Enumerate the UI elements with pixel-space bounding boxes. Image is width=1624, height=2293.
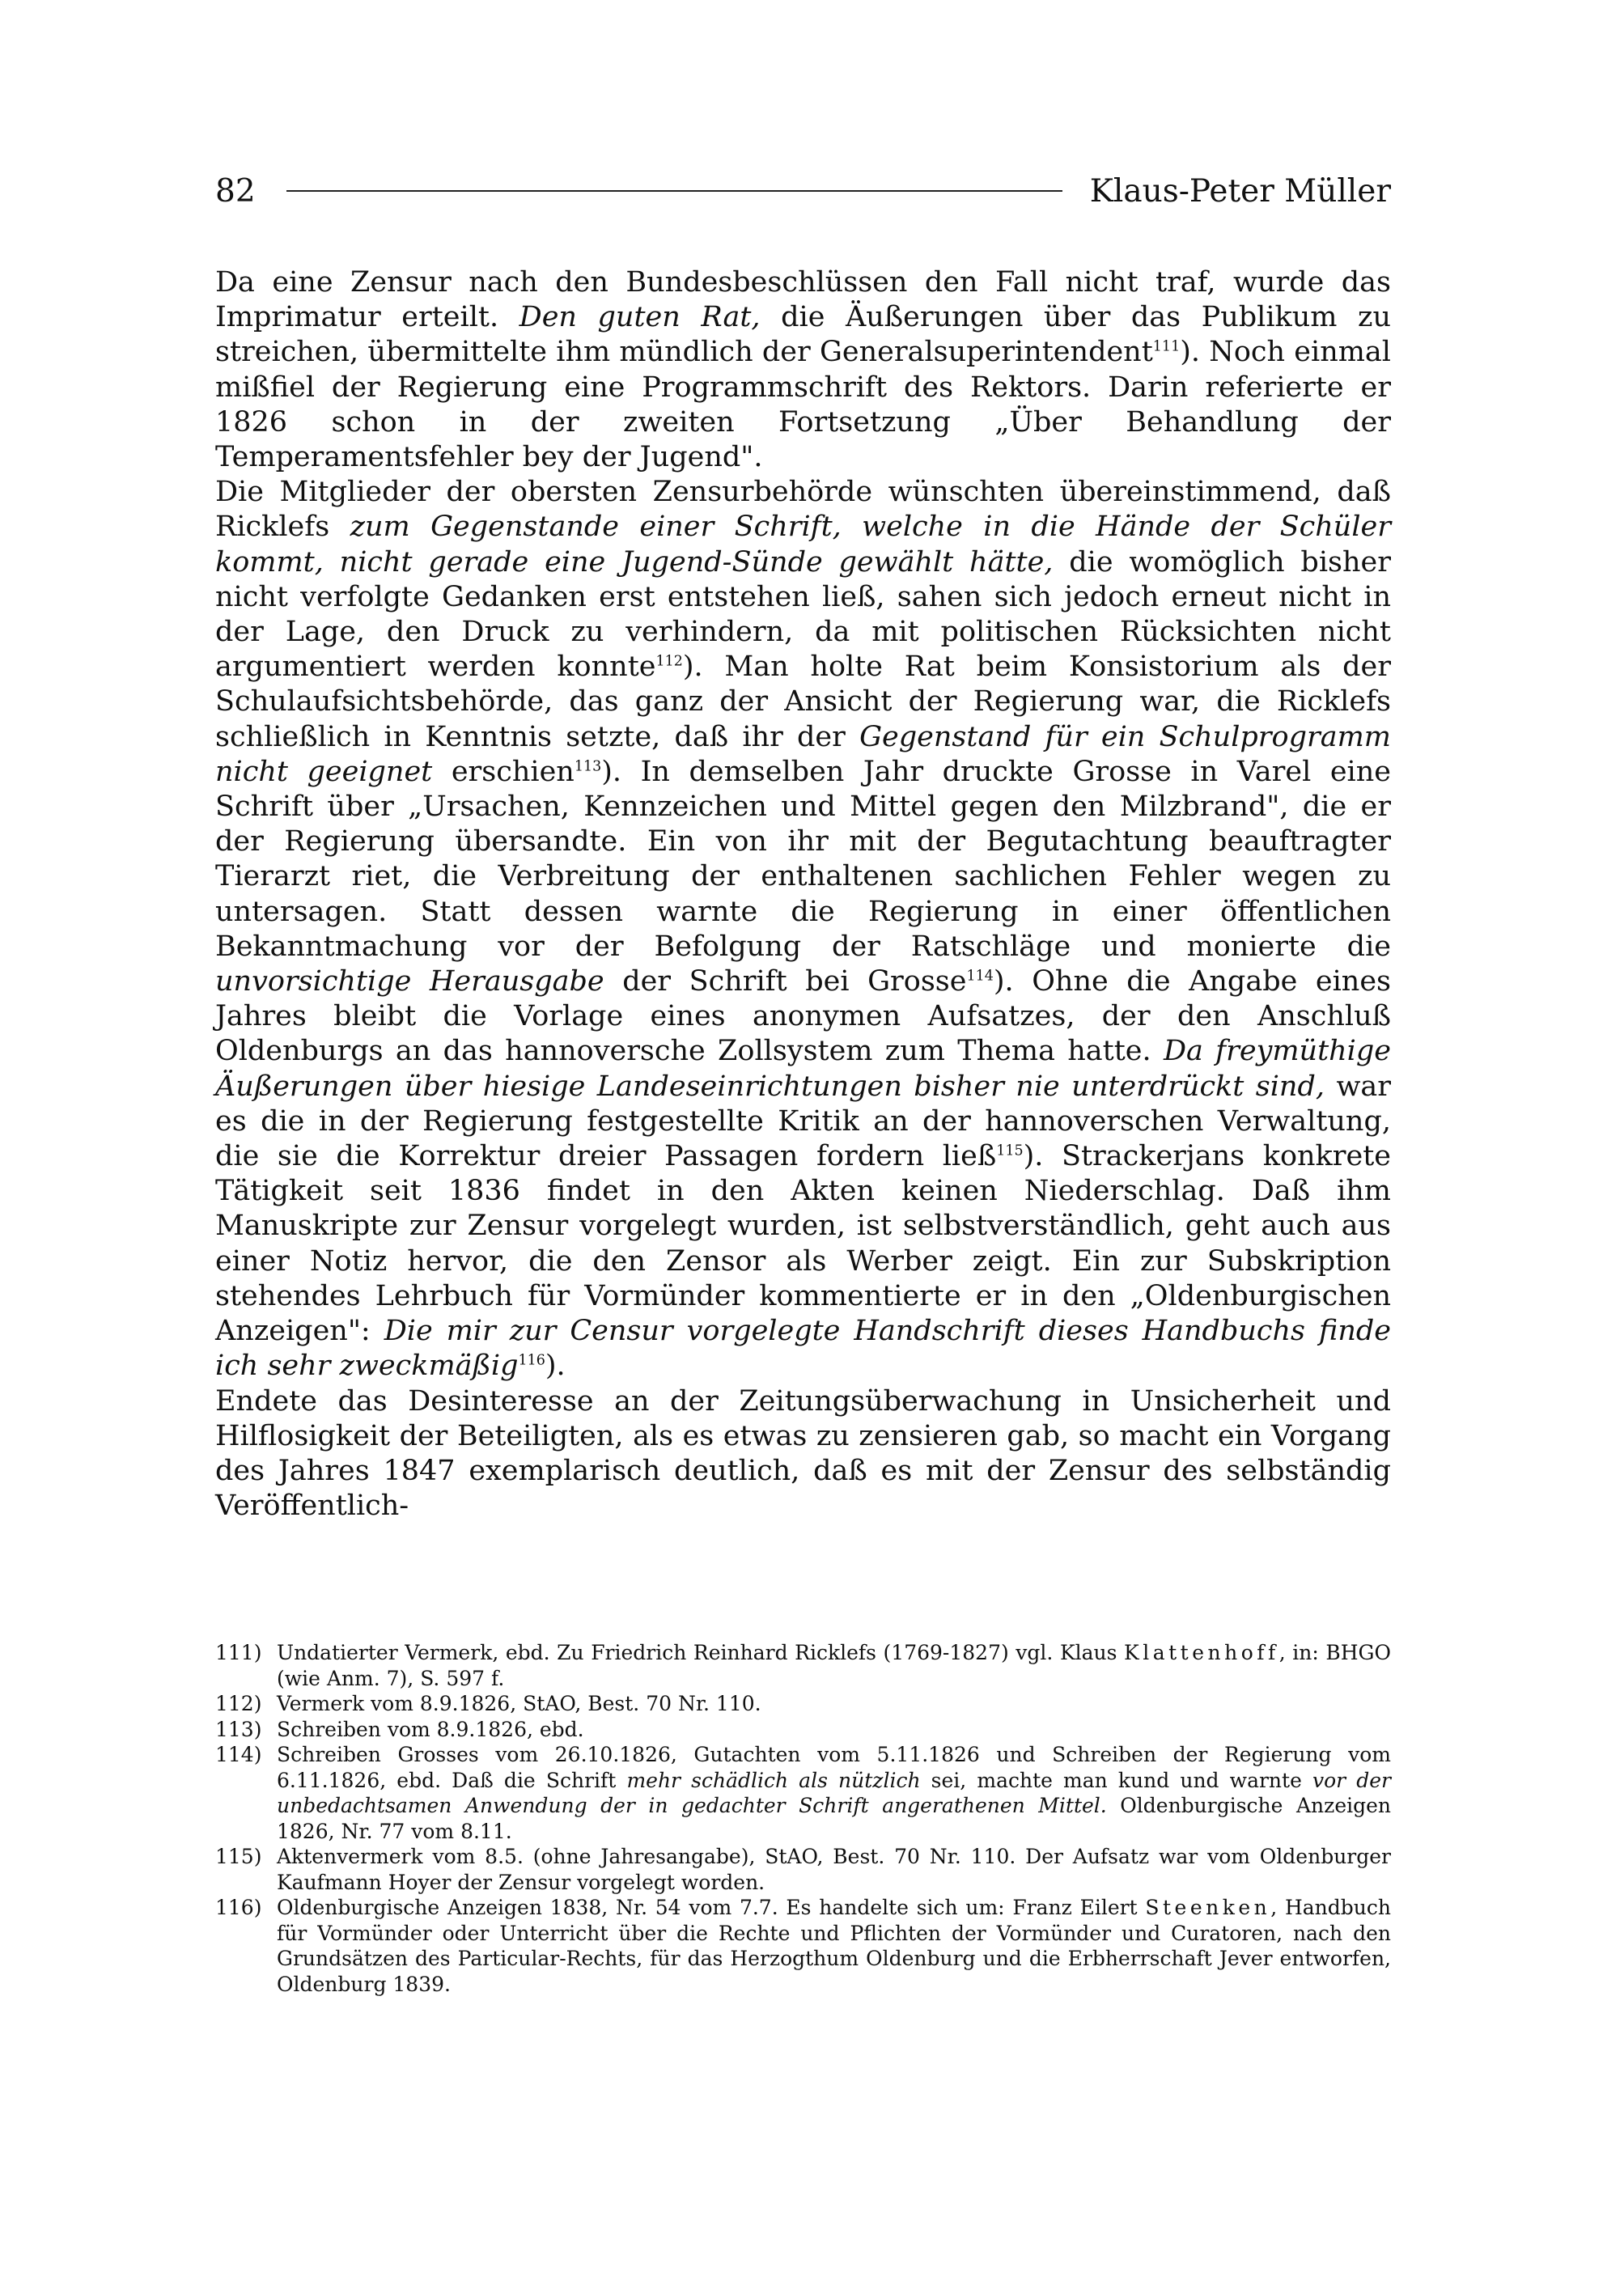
footnote-ref-112[interactable]: 112	[655, 653, 683, 670]
footnote-number: 112)	[215, 1692, 262, 1715]
footnote-number: 113)	[215, 1717, 262, 1741]
footnote-111	[215, 1640, 1391, 1691]
header-rule	[286, 190, 1062, 192]
footnote-116	[215, 1895, 1391, 1997]
spaced-author-name: Klattenhoff	[1124, 1641, 1279, 1664]
paragraph-3: Endete das Desinteresse an der Zeitungsüberwachung in Unsicherheit und Hilflosigkeit der Beteiligten, als es etwas zu zensieren gab, so macht ein Vorgang des Jahres 1847 exemplarisch deutlich, daß es mit der Zensur des selbständig Veröffentlich-	[215, 1384, 1391, 1523]
footnote-ref-115[interactable]: 115	[996, 1142, 1024, 1159]
footnote-number: 115)	[215, 1845, 262, 1868]
italic-quote: Den guten Rat,	[519, 301, 761, 334]
footnote-text: Undatierter Vermerk, ebd. Zu Friedrich Reinhard Ricklefs (1769-1827) vgl. Klaus Klattenhoff, in: BHGO (wie Anm. 7), S. 597 f.	[277, 1641, 1392, 1690]
italic-quote: Die mir zur Censur vorgelegte Handschrift dieses Handbuchs finde ich sehr zweckmäßig	[215, 1315, 1391, 1383]
footnote-114	[215, 1742, 1391, 1844]
footnote-113	[215, 1717, 1391, 1743]
footnote-text: Vermerk vom 8.9.1826, StAO, Best. 70 Nr. 110.	[277, 1692, 761, 1715]
footnote-text: Schreiben Grosses vom 26.10.1826, Gutachten vom 5.11.1826 und Schreiben der Regierung vom 6.11.1826, ebd. Daß die Schrift mehr schädlich als nützlich sei, machte man kund und warnte vor der unbedachtsamen Anwendung der in gedachter Schrift angerathenen Mittel. Oldenburgische Anzeigen 1826, Nr. 77 vom 8.11.	[277, 1743, 1392, 1843]
footnote-ref-113[interactable]: 113	[574, 758, 602, 775]
body-text	[215, 265, 1391, 1524]
paragraph-2: Die Mitglieder der obersten Zensurbehörde wünschten übereinstimmend, daß Ricklefs zum Gegenstande einer Schrift, welche in die Hände der Schüler kommt, nicht gerade eine Jugend-Sünde gewählt hätte, die womöglich bisher nicht verfolgte Gedanken erst entstehen ließ, sahen sich jedoch erneut nicht in der Lage, den Druck zu verhindern, da mit politischen Rücksichten nicht argumentiert werden konnte$^{112}$). Man holte Rat beim Konsistorium als der Schulaufsichtsbehörde, das ganz der Ansicht der Regierung war, die Ricklefs schließlich in Kenntnis setzte, daß ihr der Gegenstand für ein Schulprogramm nicht geeignet erschien$^{113}$). In demselben Jahr druckte Grosse in Varel eine Schrift über „Ursachen, Kennzeichen und Mittel gegen den Milzbrand", die er der Regierung übersandte. Ein von ihr mit der Begutachtung beauftragter Tierarzt riet, die Verbreitung der enthaltenen sachlichen Fehler wegen zu untersagen. Statt dessen warnte die Regierung in einer öffentlichen Bekanntmachung vor der Befolgung der Ratschläge und monierte die unvorsichtige Herausgabe der Schrift bei Grosse$^{114}$). Ohne die Angabe eines Jahres bleibt die Vorlage eines anonymen Aufsatzes, der den Anschluß Oldenburgs an das hannoversche Zollsystem zum Thema hatte. Da freymüthige Äußerungen über hiesige Landeseinrichtungen bisher nie unterdrückt sind, war es die in der Regierung festgestellte Kritik an der hannoverschen Verwaltung, die sie die Korrektur dreier Passagen fordern ließ$^{115}$). Strackerjans konkrete Tätigkeit seit 1836 findet in den Akten keinen Niederschlag. Daß ihm Manuskripte zur Zensur vorgelegt wurden, ist selbstverständlich, geht auch aus einer Notiz hervor, die den Zensor als Werber zeigt. Ein zur Subskription stehendes Lehrbuch für Vormünder kommentierte er in den „Oldenburgischen Anzeigen": Die mir zur Censur vorgelegte Handschrift dieses Handbuchs finde ich sehr zweckmäßig$^{116}$).	[215, 476, 1391, 1383]
italic-quote: Gegenstand für ein Schulprogramm nicht geeignet	[215, 720, 1391, 788]
footnotes	[215, 1640, 1391, 1997]
spaced-author-name: Steenken	[1145, 1896, 1271, 1919]
footnote-text: Oldenburgische Anzeigen 1838, Nr. 54 vom 7.7. Es handelte sich um: Franz Eilert Steenken, Handbuch für Vormünder oder Unterricht über die Rechte und Pflichten der Vormünder und Curatoren, nach den Grundsätzen des Particular-Rechts, für das Herzogthum Oldenburg und die Erbherrschaft Jever entworfen, Oldenburg 1839.	[277, 1896, 1391, 1996]
running-header	[215, 167, 1391, 215]
footnote-112	[215, 1691, 1391, 1717]
footnote-115	[215, 1844, 1391, 1895]
footnote-text: Schreiben vom 8.9.1826, ebd.	[277, 1717, 584, 1741]
paragraph-1: Da eine Zensur nach den Bundesbeschlüssen den Fall nicht traf, wurde das Imprimatur erteilt. Den guten Rat, die Äußerungen über das Publikum zu streichen, übermittelte ihm mündlich der Generalsuperintendent$^{111}$). Noch einmal mißfiel der Regierung eine Programmschrift des Rektors. Darin referierte er 1826 schon in der zweiten Fortsetzung „Über Behandlung der Temperamentsfehler bey der Jugend".	[215, 266, 1391, 474]
italic-quote: unvorsichtige Herausgabe	[215, 965, 604, 998]
footnote-number: 111)	[215, 1641, 262, 1664]
footnote-ref-114[interactable]: 114	[966, 968, 994, 985]
italic-quote: Da freymüthige Äußerungen über hiesige Landeseinrichtungen bisher nie unterdrückt sind,	[215, 1035, 1391, 1103]
page-number: 82	[215, 172, 256, 210]
footnote-number: 116)	[215, 1896, 262, 1919]
footnote-ref-116[interactable]: 116	[518, 1352, 545, 1369]
footnote-text: Aktenvermerk vom 8.5. (ohne Jahresangabe), StAO, Best. 70 Nr. 110. Der Aufsatz war vom Oldenburger Kaufmann Hoyer der Zensur vorgelegt worden.	[277, 1845, 1391, 1894]
footnote-number: 114)	[215, 1743, 262, 1766]
footnote-ref-111[interactable]: 111	[1152, 338, 1181, 355]
running-head-author: Klaus-Peter Müller	[1089, 172, 1391, 210]
italic-quote: zum Gegenstande einer Schrift, welche in die Hände der Schüler kommt, nicht gerade eine Jugend-Sünde gewählt hätte,	[215, 511, 1391, 579]
